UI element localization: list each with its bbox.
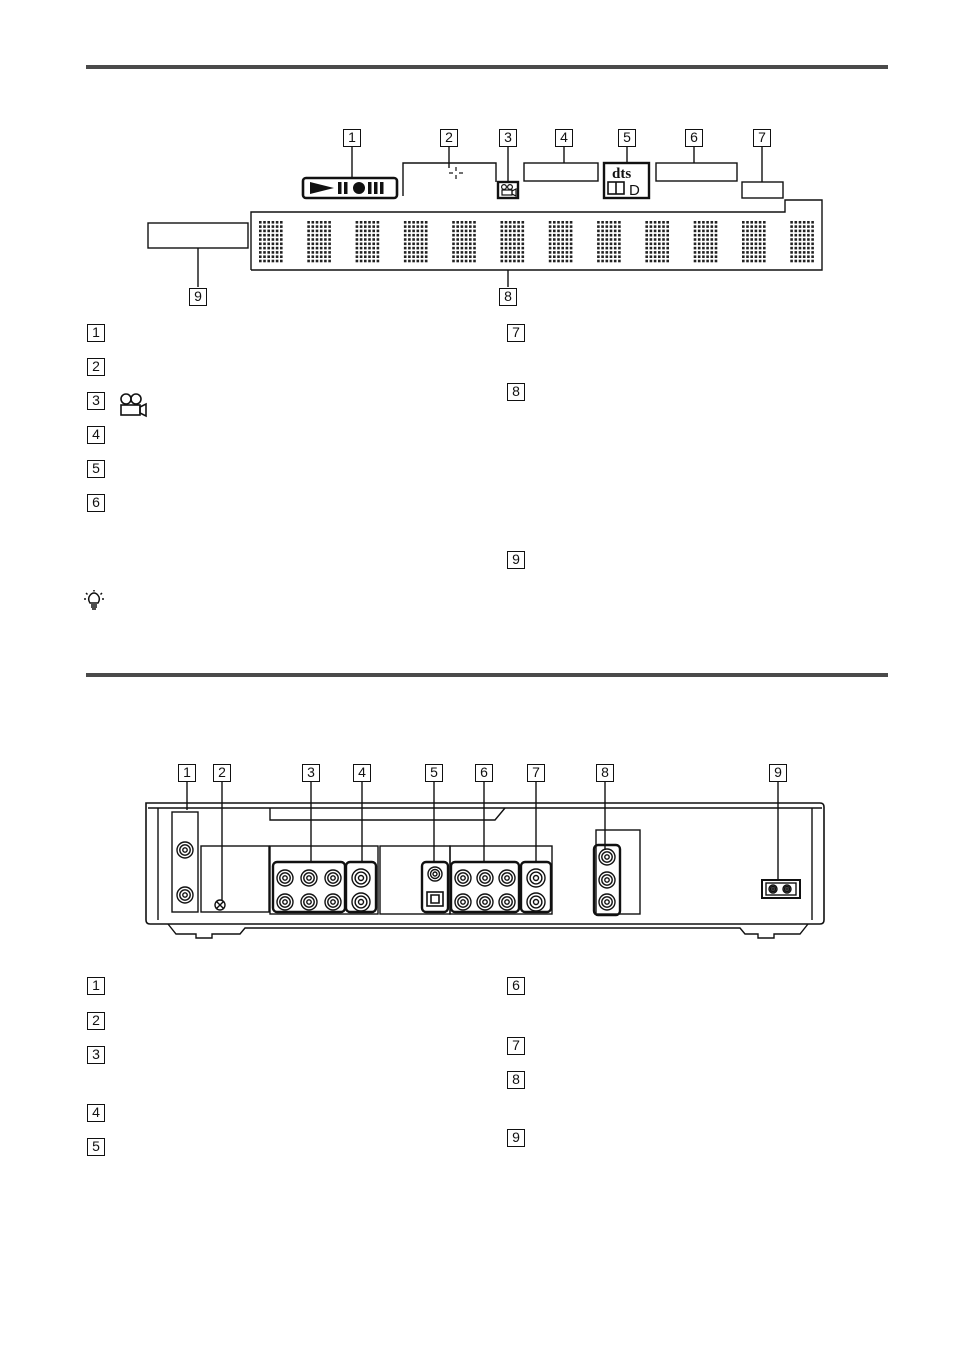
rear-list-2: 2 xyxy=(87,1012,105,1030)
display-callout-5: 5 xyxy=(618,129,636,147)
rear-list-6: 6 xyxy=(507,977,525,995)
rear-callout-8: 8 xyxy=(596,764,614,782)
display-list-4: 4 xyxy=(87,426,105,444)
rear-list-7: 7 xyxy=(507,1037,525,1055)
display-callout-3: 3 xyxy=(499,129,517,147)
rear-callout-7: 7 xyxy=(527,764,545,782)
av-jack xyxy=(477,870,493,886)
rear-callout-1: 1 xyxy=(178,764,196,782)
rear-callout-3: 3 xyxy=(302,764,320,782)
display-list-6: 6 xyxy=(87,494,105,512)
rf-jack xyxy=(177,887,193,903)
rear-list-1: 1 xyxy=(87,977,105,995)
display-list-7: 7 xyxy=(507,324,525,342)
display-list-5: 5 xyxy=(87,460,105,478)
component-jack xyxy=(599,872,615,888)
display-callout-8: 8 xyxy=(499,288,517,306)
dts-logo: dts xyxy=(612,166,632,182)
rear-callout-4: 4 xyxy=(353,764,371,782)
rear-list-4: 4 xyxy=(87,1104,105,1122)
power-pin xyxy=(783,885,791,893)
av-jack xyxy=(277,894,293,910)
s-video-jack xyxy=(352,869,370,887)
s-video-jack xyxy=(352,893,370,911)
display-callout-9: 9 xyxy=(189,288,207,306)
av-jack xyxy=(325,894,341,910)
display-list-1: 1 xyxy=(87,324,105,342)
rear-list-3: 3 xyxy=(87,1046,105,1064)
component-jack xyxy=(599,849,615,865)
rear-callout-9: 9 xyxy=(769,764,787,782)
av-jack xyxy=(301,870,317,886)
s-video-jack xyxy=(527,893,545,911)
display-list-8: 8 xyxy=(507,383,525,401)
display-list-2: 2 xyxy=(87,358,105,376)
display-callout-1: 1 xyxy=(343,129,361,147)
power-pin xyxy=(769,885,777,893)
display-callout-2: 2 xyxy=(440,129,458,147)
coaxial-jack xyxy=(428,867,442,881)
av-jack xyxy=(325,870,341,886)
rear-list-5: 5 xyxy=(87,1138,105,1156)
rear-list-8: 8 xyxy=(507,1071,525,1089)
display-list-3: 3 xyxy=(87,392,105,410)
av-jack xyxy=(499,894,515,910)
av-jack xyxy=(499,870,515,886)
av-jack xyxy=(477,894,493,910)
rear-list-9: 9 xyxy=(507,1129,525,1147)
av-jack xyxy=(455,894,471,910)
rear-callout-6: 6 xyxy=(475,764,493,782)
av-jack xyxy=(301,894,317,910)
display-list-9: 9 xyxy=(507,551,525,569)
display-callout-7: 7 xyxy=(753,129,771,147)
s-video-jack xyxy=(527,869,545,887)
rear-callout-2: 2 xyxy=(213,764,231,782)
rear-callout-5: 5 xyxy=(425,764,443,782)
av-jack xyxy=(277,870,293,886)
display-callout-6: 6 xyxy=(685,129,703,147)
display-callout-4: 4 xyxy=(555,129,573,147)
dolby-d-letter: D xyxy=(629,182,640,199)
rf-jack xyxy=(177,842,193,858)
av-jack xyxy=(455,870,471,886)
component-jack xyxy=(599,894,615,910)
